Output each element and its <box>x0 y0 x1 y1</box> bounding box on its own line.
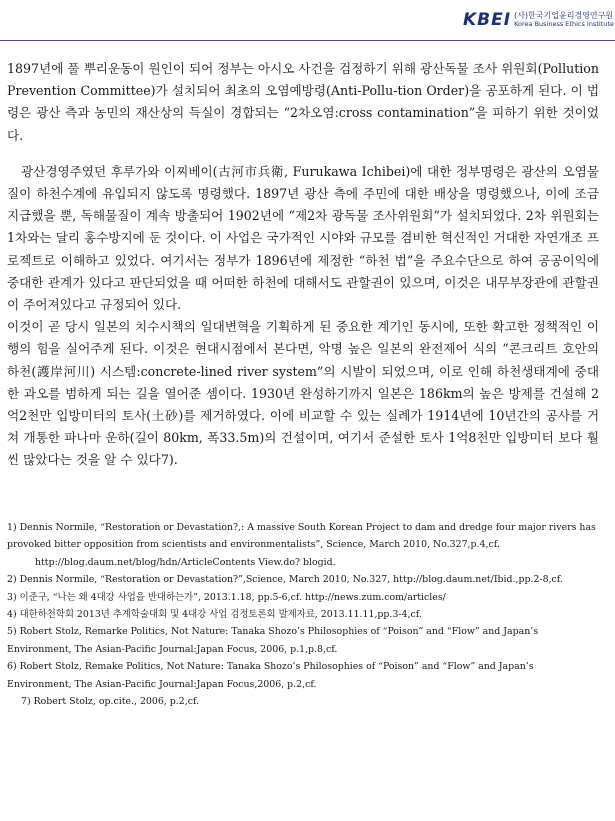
logo-mark: KBEI <box>463 10 512 30</box>
paragraph-2: 광산경영주였던 후루가와 이찌베이(古河市兵衛, Furukawa Ichibei)에 대한 정부명령은 광산의 오염물질이 하천수계에 유입되지 않도록 명령했다. 1897년 광산 측에 주민에 대한 배상을 명령했으나, 이에 조금 지급했을 뿐, 독해물질이 계속 방출되어 1902년에 “제2차 광독물 조사위원회”가 설치되었다. 2차 위원회는 1차와는 달리 홍수방지에 둔 것이다. 이 사업은 국가적인 시야와 규모를 겸비한 혁신적인 거대한 자연개조 프로젝트로 이해하고 있었다. 여기서는 정부가 1896년에 제정한 “하천 법”을 주요수단으로 하여 공공이익에 중대한 관계가 있다고 판단되었을 때 어떠한 하천에 대해서도 관할권이 있으며, 이것은 내무부장관에 관할권이 주어져있다고 규정되어 있다. <box>7 163 599 313</box>
footnote-2: 2) Dennis Normile, “Restoration or Devastation?”,Science, March 2010, No.327, http://blog.daum.net/Ibid.,pp.2-8,cf. <box>7 574 563 586</box>
footnote-7: 7) Robert Stolz, op.cite., 2006, p.2,cf. <box>21 696 200 708</box>
main-body <box>7 58 599 472</box>
paragraph-3: 이것이 곧 당시 일본의 치수시책의 일대변혁을 기획하게 된 중요한 계기인 동시에, 또한 확고한 정책적인 이행의 힘을 실어주게 된다. 이것은 현대시점에서 본다면, 악명 높은 일본의 완전제어 식의 “콘크리트 호안의 하천(護岸河川) 시스템:concrete-lined river system”의 시발이 되었으며, 이로 인해 하천생태계에 중대한 과오를 범하게 되는 길을 열어준 셈이다. 1930년 완성하기까지 일본은 186km의 높은 방제를 건설해 2억2천만 입방미터의 토사(土砂)를 제거하였다. 이에 비교할 수 있는 실례가 1914년에 10년간의 공사를 거쳐 개통한 파나마 운하(길이 80km, 폭33.5m)의 건설이며, 여기서 준설한 토사 1억8천만 입방미터 보다 훨씬 많았다는 것을 알 수 있다7). <box>7 319 599 468</box>
logo-korean-name: (사)한국기업윤리경영연구원 <box>514 11 614 20</box>
footnote-1: 1) Dennis Normile, “Restoration or Devastation?,: A massive South Korean Project to dam and dredge four major rivers has provoked bitter opposition from scientists and environmentalists”, Science, March 2010, No.327,p.4,cf. <box>7 522 596 551</box>
footnote-4: 4) 대한하천학회 2013년 추계학술대회 및 4대강 사업 검정토론회 발제자료, 2013.11.11,pp.3-4,cf. <box>7 609 422 621</box>
footnote-5: 5) Robert Stolz, Remarke Politics, Not Nature: Tanaka Shozo’s Philosophies of “Poison” and “Flow” and Japan’s Environment, The Asian-Pacific Journal:Japan Focus, 2006, p.1,p.8,cf. <box>7 626 539 655</box>
footnote-1-url: http://blog.daum.net/blog/hdn/ArticleContents View.do? blogid. <box>35 556 336 568</box>
logo-text <box>514 11 614 29</box>
footnote-3: 3) 이준구, “나는 왜 4대강 사업을 반대하는가”, 2013.1.18, pp.5-6,cf. http://news.zum.com/articles/ <box>7 591 446 603</box>
paragraph-1: 1897년에 풀 뿌리운동이 원인이 되어 정부는 아시오 사건을 검정하기 위해 광산독물 조사 위원회(Pollution Prevention Committee)가 설치되어 최초의 오염예방령(Anti-Pollu-tion Order)을 공포하게 된다. 이 법령은 광산 측과 농민의 재산상의 득실이 경합되는 “2차오염:cross contamination”을 피하기 위한 것이었다. <box>7 61 599 143</box>
footnote-6: 6) Robert Stolz, Remake Politics, Not Nature: Tanaka Shozo’s Philosophies of “Poison” and “Flow” and Japan’s Environment, The Asian-Pacific Journal:Japan Focus,2006, p.2,cf. <box>7 661 534 690</box>
page-header <box>0 0 615 41</box>
logo-english-name: Korea Business Ethics Institute <box>514 20 614 28</box>
footnotes <box>7 519 599 710</box>
institute-logo <box>463 10 614 30</box>
